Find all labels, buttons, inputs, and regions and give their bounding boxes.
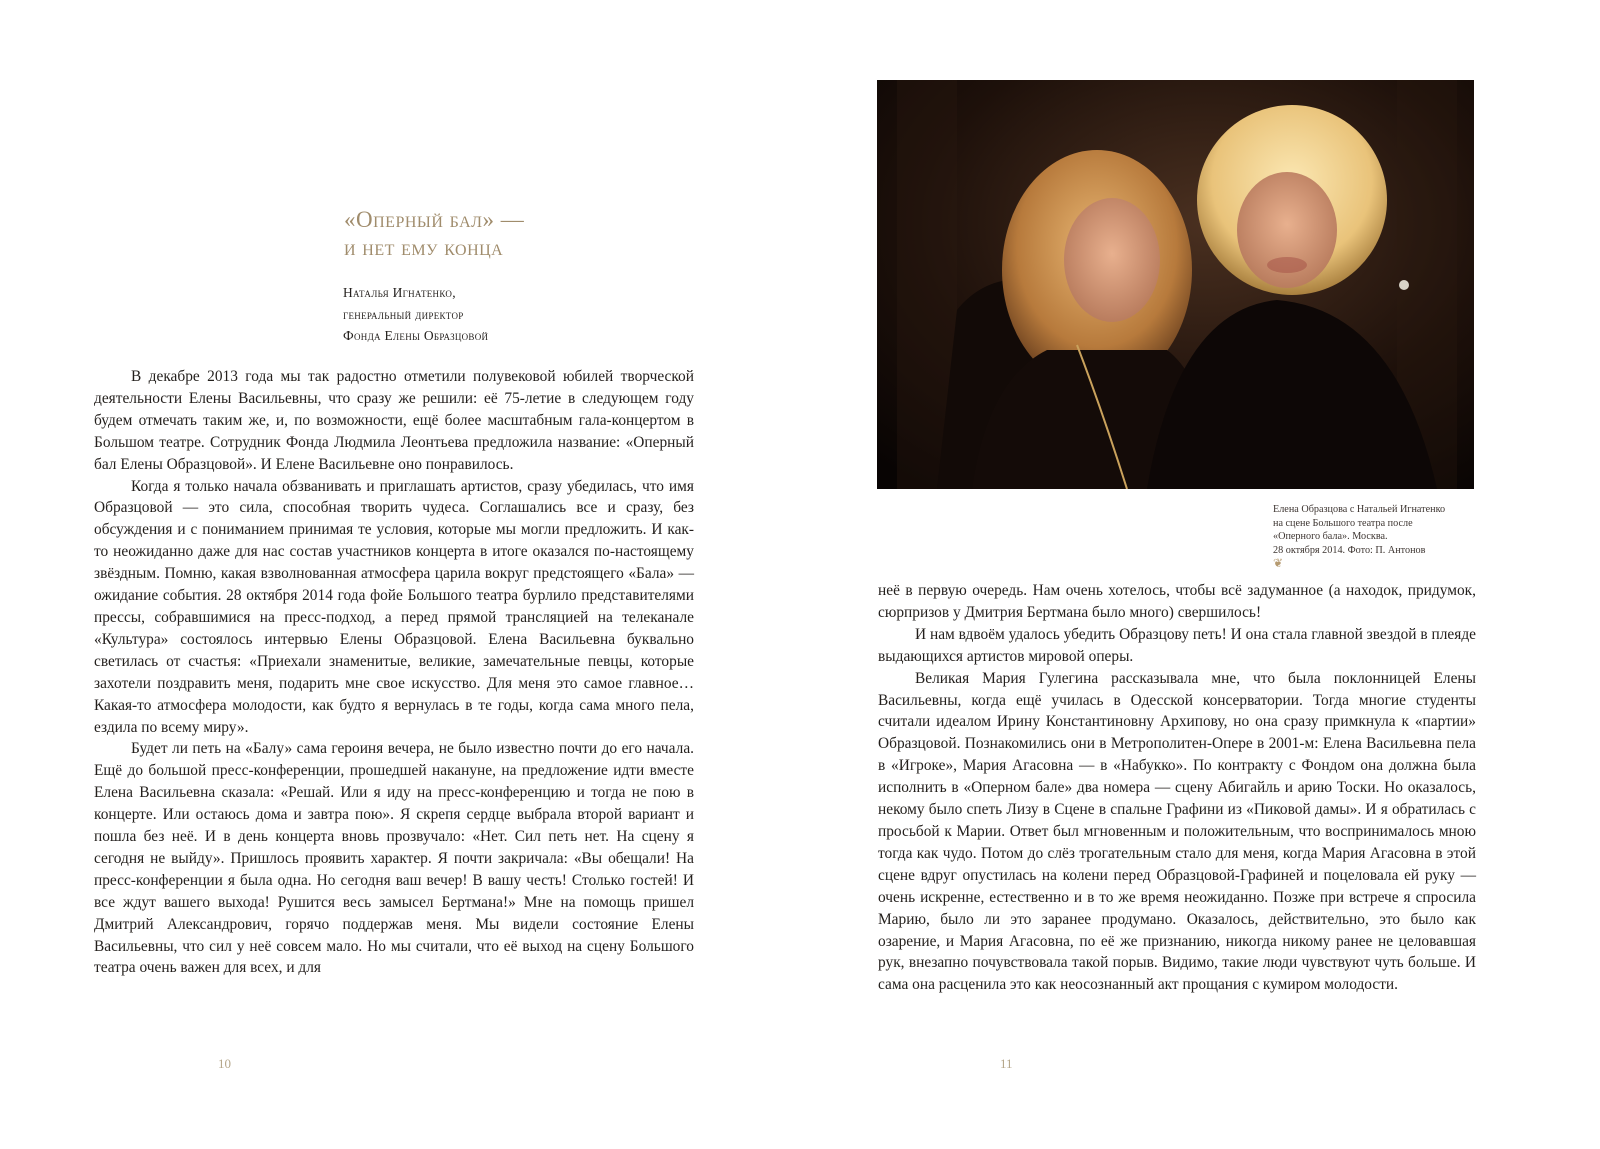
end-mark-icon: ❦ (1273, 556, 1284, 570)
author-byline (343, 282, 703, 347)
title-line: «Оперный бал» — (344, 207, 525, 232)
photo-caption (1273, 503, 1483, 571)
paragraph: неё в первую очередь. Нам очень хотелось, чтобы всё задуманное (а находок, придумок, сюрпризов у Дмитрия Бертмана было много) свершилось! (878, 582, 1476, 621)
right-body-text (878, 580, 1476, 996)
caption-line (1273, 544, 1483, 571)
author-position: генеральный директор (343, 306, 464, 322)
paragraph: Когда я только начала обзванивать и приглашать артистов, сразу убедилась, что имя Образцовой — это сила, способная творить чудеса. Соглашались все и сразу, без обсуждения и с пониманием принимая те условия, которые мы могли предложить. И как-то неожиданно даже для нас состав участников концерта в итоге оказался по-настоящему звёздным. Помню, какая взволнованная атмосфера царила вокруг предстоящего «Бала» — ожидание события. 28 октября 2014 года фойе Большого театра бурлило представителями прессы, собравшимися на пресс-подход, а перед прямой трансляцией на телеканале «Культура» состоялось интервью Елены Образцовой. Елена Васильевна буквально светилась от счастья: «Приехали знаменитые, великие, замечательные певцы, которые захотели поздравить меня, подарить мне свое искусство. Для меня это самое главное… Какая-то атмосфера молодости, как будто я вернулась в те годы, когда сама много пела, ездила по всему миру». (94, 477, 694, 736)
caption-line: Елена Образцова с Натальей Игнатенко (1273, 504, 1446, 515)
paragraph: И нам вдвоём удалось убедить Образцову петь! И она стала главной звездой в плеяде выдающихся артистов мировой оперы. (878, 625, 1476, 665)
paragraph: В декабре 2013 года мы так радостно отметили полувековой юбилей творческой деятельности Елены Васильевны, что сразу же решили: её 75-летие в следующем году будем отмечать таким же, и, по возможности, ещё более масштабным гала-концертом в Большом театре. Сотрудник Фонда Людмила Леонтьева предложила название: «Оперный бал Елены Образцовой». И Елене Васильевне оно понравилось. (94, 368, 694, 473)
page-number: 10 (218, 1056, 231, 1071)
page-number: 11 (1000, 1056, 1013, 1071)
caption-credit: 28 октября 2014. Фото: П. Антонов (1273, 544, 1426, 556)
left-page (0, 0, 790, 1149)
photo (877, 80, 1474, 489)
author-name: Наталья Игнатенко, (343, 285, 456, 300)
left-body-text (94, 366, 694, 979)
photo-illustration (877, 80, 1474, 489)
title-line: и нет ему конца (344, 235, 504, 260)
right-page (800, 0, 1600, 1149)
caption-line: «Оперного бала». Москва. (1273, 531, 1388, 542)
caption-line: на сцене Большого театра после (1273, 517, 1413, 529)
author-organization: Фонда Елены Образцовой (343, 328, 489, 343)
article-title (344, 206, 744, 262)
paragraph: Великая Мария Гулегина рассказывала мне, что была поклонницей Елены Васильевны, когда ещё училась в Одесской консерватории. Тогда многие студенты считали идеалом Ирину Константиновну Архипову, но она сразу примкнула к «партии» Образцовой. Познакомились они в Метрополитен-Опере в 2001-м: Елена Васильевна пела в «Игроке», Мария Агасовна — в «Набукко». По контракту с Фондом она должна была исполнить в «Оперном бале» два номера — сцену Абигайль и арию Тоски. Но оказалось, некому было спеть Лизу в Сцене в спальне Графини из «Пиковой дамы». И я обратилась с просьбой к Марии. Ответ был мгновенным и положительным, что воспринималось мною тогда как чудо. Потом до слёз трогательным стало для меня, когда Мария Агасовна в этой сцене вдруг опустилась на колени перед Образцовой-Графиней и поцеловала ей руку — очень искренне, естественно и в то же время неожиданно. Позже при встрече я спросила Марию, было ли это заранее продумано. Оказалось, действительно, это было как озарение, и Мария Агасовна, по её же признанию, никогда никому ранее не целовавшая рук, внезапно почувствовала такой порыв. Видимо, такие люди чувствуют чуть больше. И сама она расценила это как неосознанный акт прощания с кумиром молодости. (878, 669, 1476, 994)
paragraph: Будет ли петь на «Балу» сама героиня вечера, не было известно почти до его начала. Ещё до большой пресс-конференции, прошедшей накануне, на предложение идти вместе Елена Васильевна сказала: «Решай. Или я иду на пресс-конференцию и тогда не пою в концерте. Или остаюсь дома и завтра пою». Я скрепя сердце выбрала второй вариант и пошла без неё. И в день концерта вновь прозвучало: «Нет. Сил петь нет. На сцену я сегодня не выйду». Пришлось проявить характер. Я почти закричала: «Вы обещали! На пресс-конференции я была одна. Но сегодня ваш вечер! В вашу честь! Столько гостей! И все ждут вашего выхода! Рушится весь замысел Бертмана!» Мне на помощь пришел Дмитрий Александрович, горячо поддержав меня. Мы видели состояние Елены Васильевны, что сил у неё совсем мало. Но мы считали, что её выход на сцену Большого театра очень важен для всех, и для (94, 740, 694, 977)
